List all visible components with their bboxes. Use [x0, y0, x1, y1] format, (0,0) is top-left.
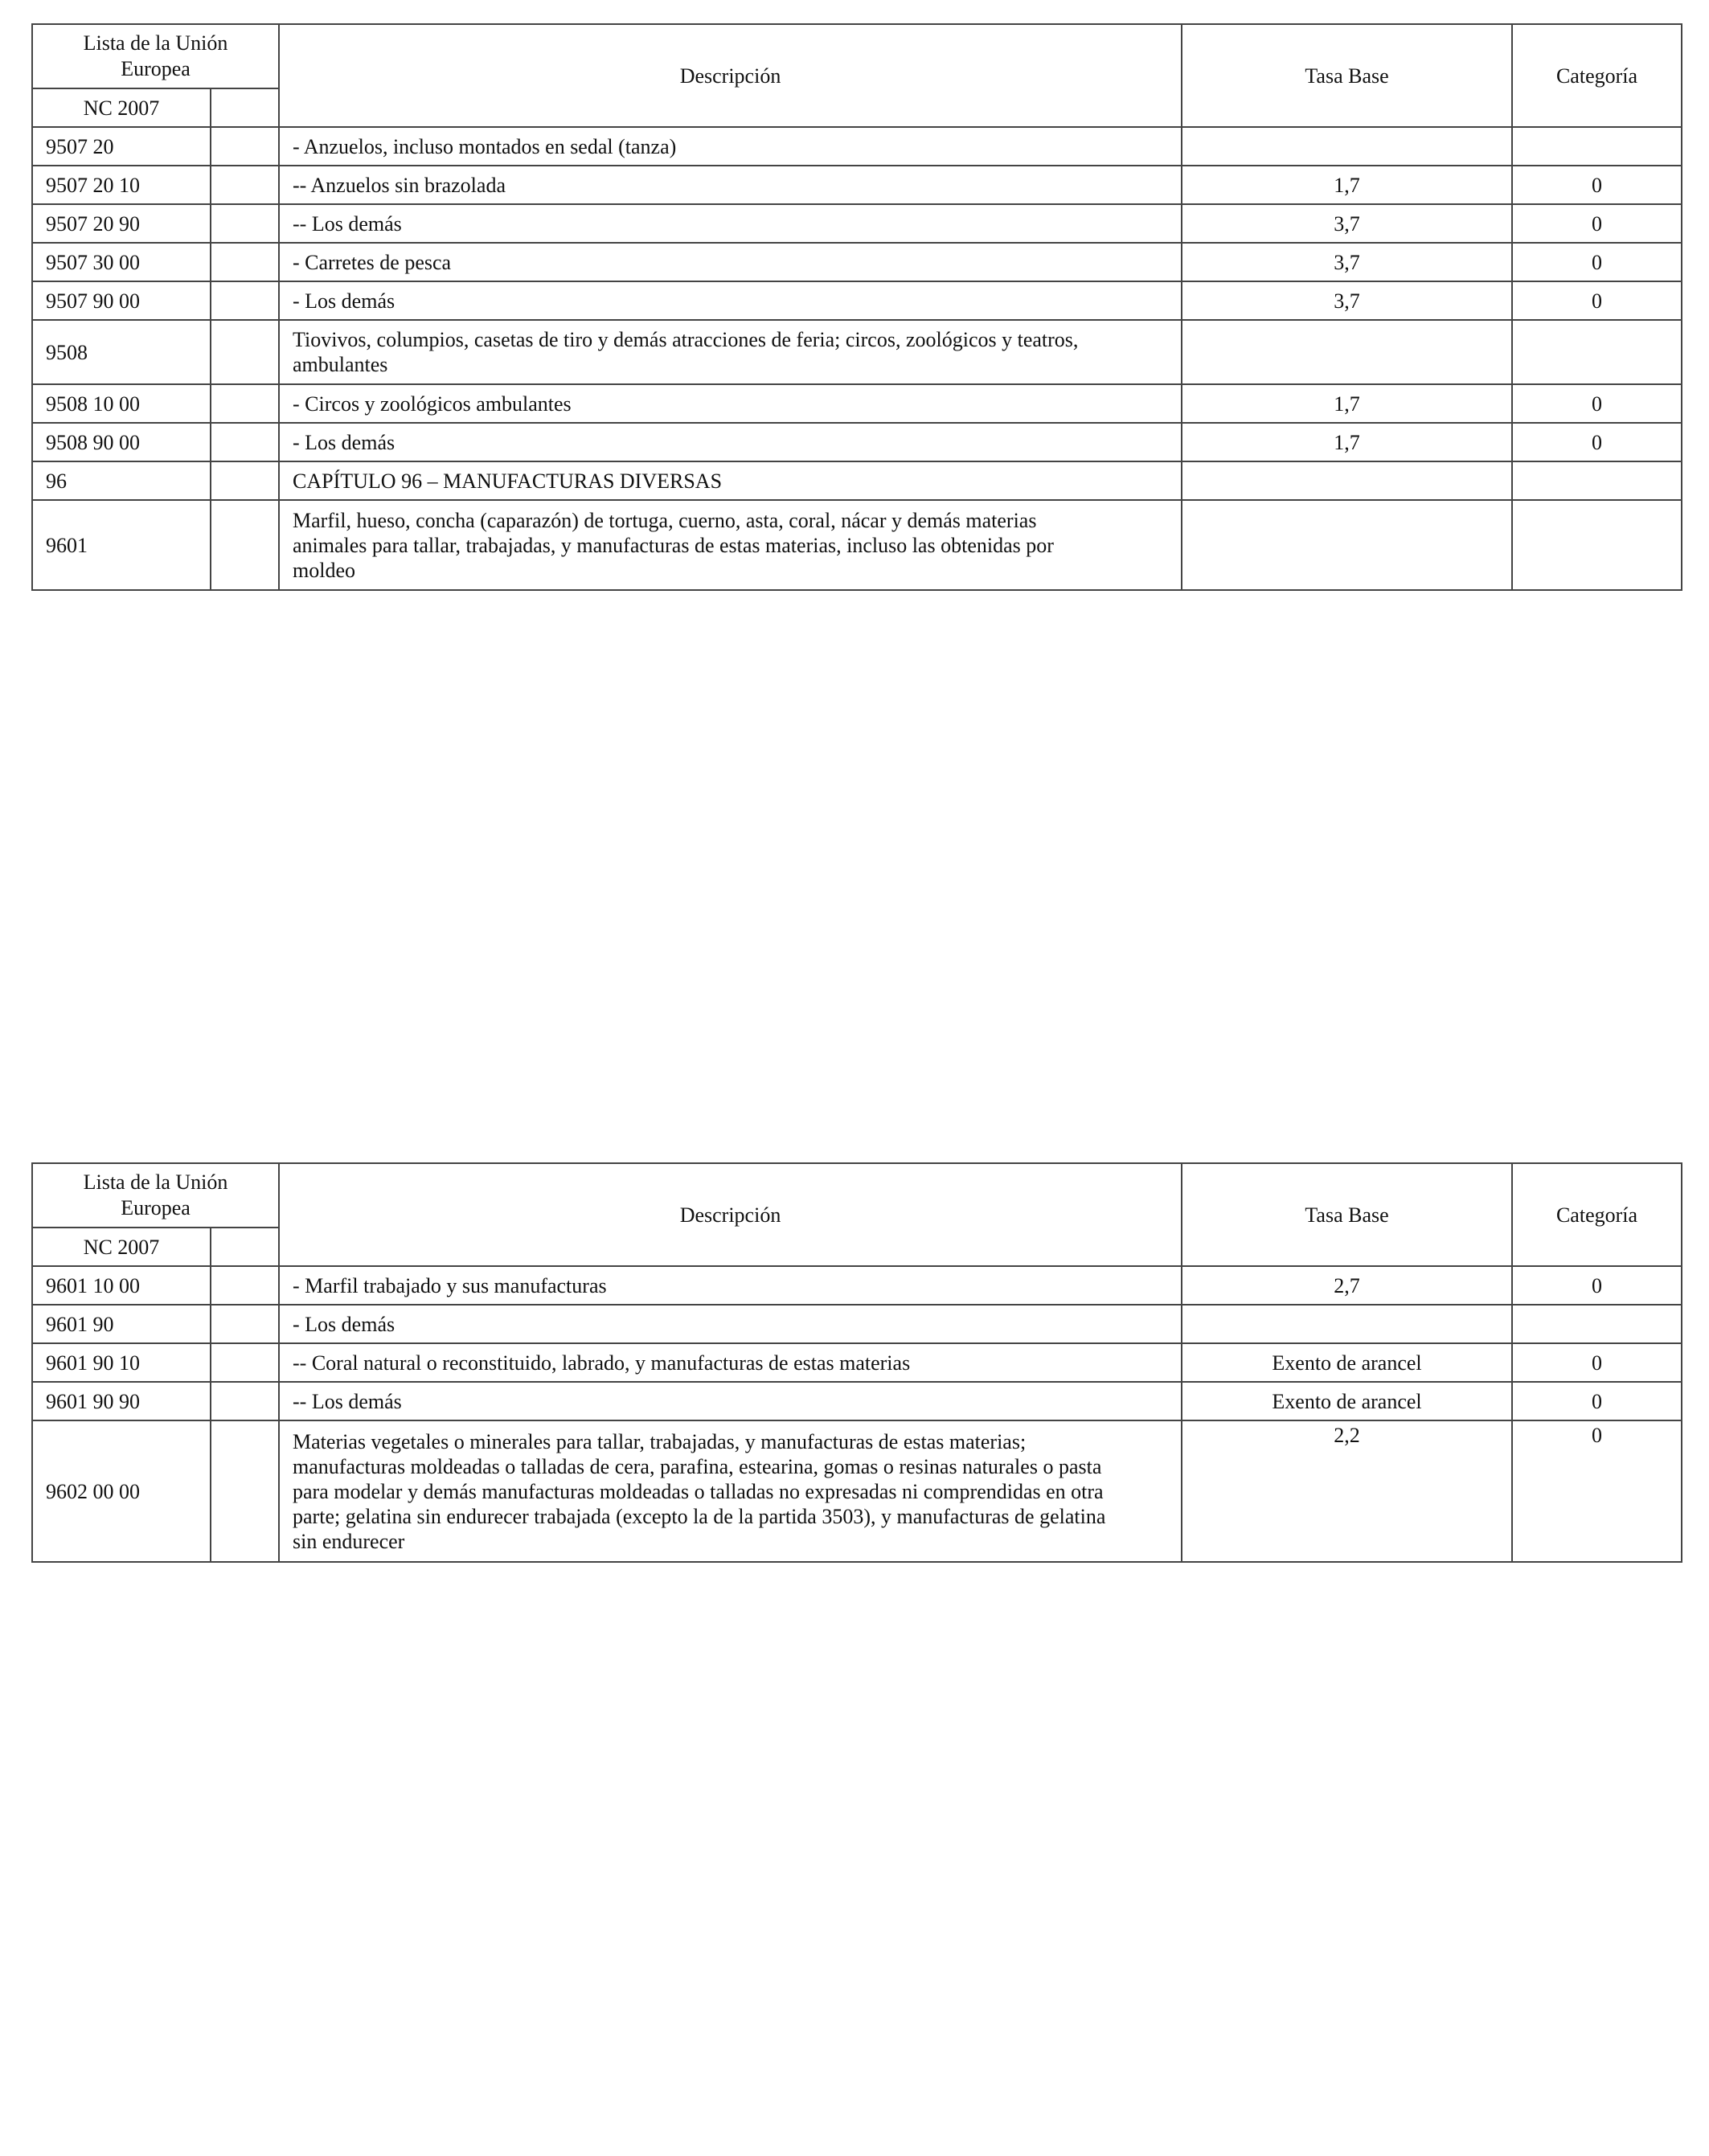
header-base-rate: Tasa Base — [1182, 24, 1512, 127]
nc-code: 9601 10 00 — [32, 1266, 211, 1305]
table-row — [32, 384, 1682, 423]
header-empty-cell — [211, 88, 279, 127]
description: - Marfil trabajado y sus manufacturas — [279, 1266, 1182, 1305]
empty-cell — [211, 384, 279, 423]
empty-cell — [211, 500, 279, 590]
nc-code: 9507 90 00 — [32, 281, 211, 320]
description: CAPÍTULO 96 – MANUFACTURAS DIVERSAS — [279, 461, 1182, 500]
table-row — [32, 1305, 1682, 1343]
nc-code: 9507 20 10 — [32, 166, 211, 204]
nc-code: 9508 — [32, 320, 211, 384]
category: 0 — [1512, 243, 1682, 281]
category — [1512, 320, 1682, 384]
header-nc2007: NC 2007 — [32, 1228, 211, 1266]
nc-code: 9601 90 90 — [32, 1382, 211, 1420]
base-rate: 2,7 — [1182, 1266, 1512, 1305]
category — [1512, 500, 1682, 590]
category — [1512, 461, 1682, 500]
header-row — [32, 1163, 1682, 1228]
table-row — [32, 461, 1682, 500]
header-category: Categoría — [1512, 24, 1682, 127]
table-row — [32, 243, 1682, 281]
header-eu-list: Lista de la Unión Europea — [32, 24, 279, 88]
empty-cell — [211, 1420, 279, 1562]
category: 0 — [1512, 1266, 1682, 1305]
header-empty-cell — [211, 1228, 279, 1266]
base-rate — [1182, 320, 1512, 384]
header-nc2007: NC 2007 — [32, 88, 211, 127]
nc-code: 9601 90 10 — [32, 1343, 211, 1382]
base-rate — [1182, 1305, 1512, 1343]
table-row — [32, 204, 1682, 243]
description: - Los demás — [279, 1305, 1182, 1343]
category: 0 — [1512, 1382, 1682, 1420]
category: 0 — [1512, 423, 1682, 461]
nc-code: 9507 20 — [32, 127, 211, 166]
category — [1512, 127, 1682, 166]
category — [1512, 1305, 1682, 1343]
nc-code: 9508 90 00 — [32, 423, 211, 461]
base-rate: 3,7 — [1182, 243, 1512, 281]
table-row — [32, 1420, 1682, 1562]
tariff-table-1 — [31, 23, 1682, 591]
empty-cell — [211, 166, 279, 204]
table-row — [32, 281, 1682, 320]
nc-code: 9601 90 — [32, 1305, 211, 1343]
empty-cell — [211, 1343, 279, 1382]
base-rate: 3,7 — [1182, 281, 1512, 320]
description: - Circos y zoológicos ambulantes — [279, 384, 1182, 423]
nc-code: 9507 30 00 — [32, 243, 211, 281]
description: Materias vegetales o minerales para tallar, trabajadas, y manufacturas de estas materias; manufacturas moldeadas o talladas de cera, parafina, estearina, gomas o resinas naturales o pasta para modelar y demás manufacturas moldeadas o talladas no expresadas ni comprendidas en otra parte; gelatina sin endurecer trabajada (excepto la de la partida 3503), y manufacturas de gelatina sin endurecer — [279, 1420, 1182, 1562]
base-rate — [1182, 127, 1512, 166]
empty-cell — [211, 1266, 279, 1305]
empty-cell — [211, 1382, 279, 1420]
description: -- Coral natural o reconstituido, labrado, y manufacturas de estas materias — [279, 1343, 1182, 1382]
empty-cell — [211, 320, 279, 384]
category: 0 — [1512, 384, 1682, 423]
description: - Los demás — [279, 423, 1182, 461]
table-row — [32, 320, 1682, 384]
empty-cell — [211, 1305, 279, 1343]
description: Marfil, hueso, concha (caparazón) de tortuga, cuerno, asta, coral, nácar y demás materias animales para tallar, trabajadas, y manufacturas de estas materias, incluso las obtenidas por moldeo — [279, 500, 1182, 590]
empty-cell — [211, 423, 279, 461]
table-row — [32, 1382, 1682, 1420]
base-rate: 1,7 — [1182, 384, 1512, 423]
base-rate — [1182, 461, 1512, 500]
header-description: Descripción — [279, 24, 1182, 127]
nc-code: 9601 — [32, 500, 211, 590]
header-row — [32, 24, 1682, 88]
description: - Los demás — [279, 281, 1182, 320]
category: 0 — [1512, 166, 1682, 204]
category: 0 — [1512, 1343, 1682, 1382]
category: 0 — [1512, 204, 1682, 243]
base-rate: Exento de arancel — [1182, 1343, 1512, 1382]
description: - Carretes de pesca — [279, 243, 1182, 281]
description: -- Los demás — [279, 204, 1182, 243]
table-row — [32, 127, 1682, 166]
category: 0 — [1512, 1420, 1682, 1562]
empty-cell — [211, 127, 279, 166]
nc-code: 9507 20 90 — [32, 204, 211, 243]
table-row — [32, 1343, 1682, 1382]
empty-cell — [211, 204, 279, 243]
nc-code: 96 — [32, 461, 211, 500]
base-rate: 1,7 — [1182, 166, 1512, 204]
description: -- Anzuelos sin brazolada — [279, 166, 1182, 204]
base-rate — [1182, 500, 1512, 590]
table-row — [32, 500, 1682, 590]
table-row — [32, 423, 1682, 461]
base-rate: 1,7 — [1182, 423, 1512, 461]
empty-cell — [211, 461, 279, 500]
description: Tiovivos, columpios, casetas de tiro y demás atracciones de feria; circos, zoológicos y teatros, ambulantes — [279, 320, 1182, 384]
category: 0 — [1512, 281, 1682, 320]
base-rate: 2,2 — [1182, 1420, 1512, 1562]
table-row — [32, 166, 1682, 204]
tariff-table-2 — [31, 1162, 1682, 1563]
base-rate: 3,7 — [1182, 204, 1512, 243]
header-eu-list: Lista de la Unión Europea — [32, 1163, 279, 1228]
empty-cell — [211, 281, 279, 320]
table-row — [32, 1266, 1682, 1305]
nc-code: 9508 10 00 — [32, 384, 211, 423]
nc-code: 9602 00 00 — [32, 1420, 211, 1562]
header-category: Categoría — [1512, 1163, 1682, 1266]
header-base-rate: Tasa Base — [1182, 1163, 1512, 1266]
empty-cell — [211, 243, 279, 281]
base-rate: Exento de arancel — [1182, 1382, 1512, 1420]
description: - Anzuelos, incluso montados en sedal (tanza) — [279, 127, 1182, 166]
header-description: Descripción — [279, 1163, 1182, 1266]
description: -- Los demás — [279, 1382, 1182, 1420]
